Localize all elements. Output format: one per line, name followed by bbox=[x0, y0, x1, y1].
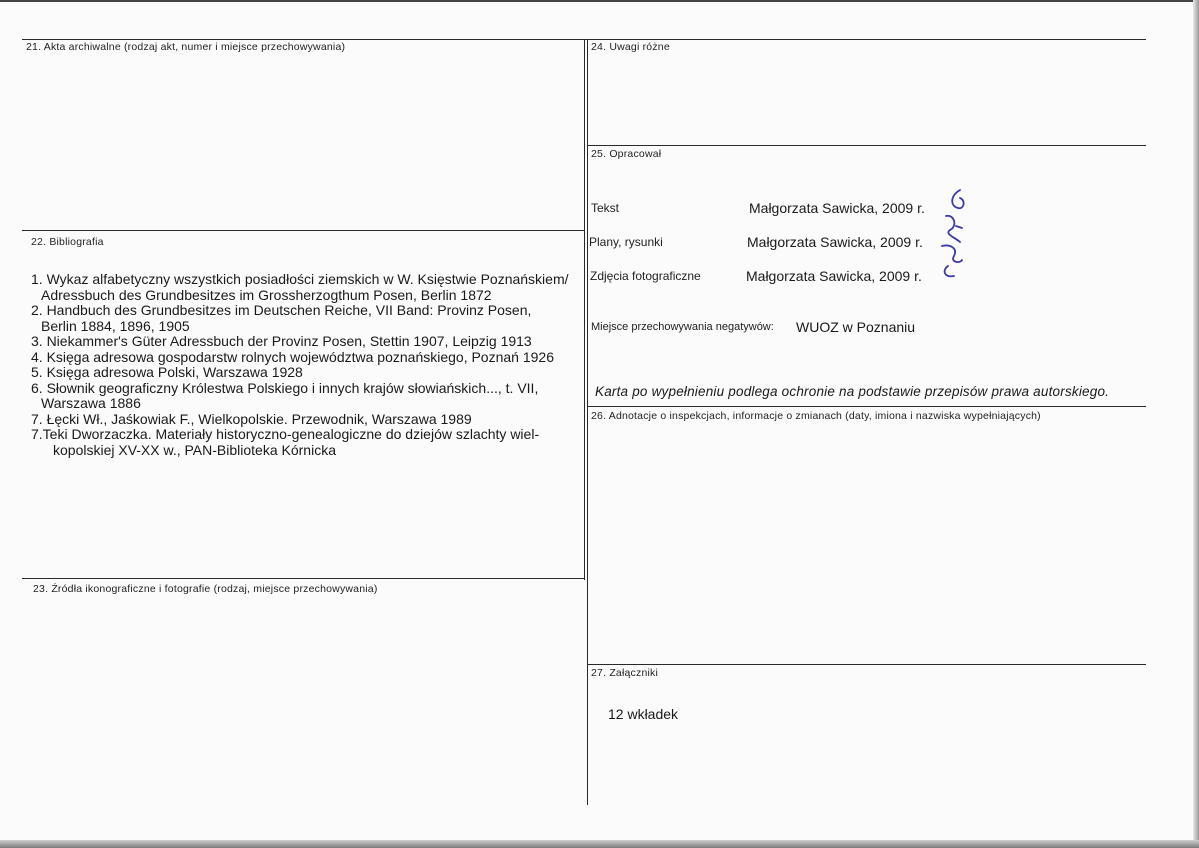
bibliography-item bbox=[31, 427, 569, 458]
bibliography-item bbox=[31, 412, 569, 428]
section-24-label: 24. Uwagi różne bbox=[591, 41, 670, 53]
bibliography-item-line: 4. Księga adresowa gospodarstw rolnych województwa poznańskiego, Poznań 1926 bbox=[31, 348, 554, 365]
copyright-note: Karta po wypełnieniu podlega ochronie na podstawie przepisów prawa autorskiego. bbox=[595, 384, 1110, 399]
negatives-location-value: WUOZ w Poznaniu bbox=[796, 319, 916, 335]
scan-edge-right bbox=[1193, 0, 1199, 848]
bibliography-item-line: 6. Słownik geograficzny Królestwa Polskiego i innych krajów słowiańskich..., t. VII, bbox=[31, 379, 539, 396]
attachments-value: 12 wkładek bbox=[608, 706, 679, 722]
bibliography-item-line: 3. Niekammer's Güter Adressbuch der Provinz Posen, Stettin 1907, Leipzig 1913 bbox=[31, 333, 532, 349]
author-text-label: Tekst bbox=[591, 201, 620, 215]
negatives-location-label: Miejsce przechowywania negatywów: bbox=[591, 321, 774, 333]
section-23-label: 23. Źródła ikonograficzne i fotografie (rodzaj, miejsce przechowywania) bbox=[33, 583, 378, 595]
bibliography-item-line: 2. Handbuch des Grundbesitzes im Deutschen Reiche, VII Band: Provinz Posen, bbox=[31, 302, 532, 318]
rule-vertical-left bbox=[584, 39, 585, 580]
rule-section-26 bbox=[587, 406, 1146, 407]
author-plans-label: Plany, rysunki bbox=[589, 235, 663, 249]
bibliography-item bbox=[31, 365, 569, 381]
bibliography-item-line: Berlin 1884, 1896, 1905 bbox=[41, 317, 190, 334]
rule-section-27 bbox=[587, 664, 1146, 665]
bibliography-item-line: kopolskiej XV-XX w., PAN-Biblioteka Kórnicka bbox=[53, 441, 336, 458]
author-photos-value: Małgorzata Sawicka, 2009 r. bbox=[746, 268, 922, 284]
author-text-value: Małgorzata Sawicka, 2009 r. bbox=[749, 200, 925, 216]
rule-vertical-right bbox=[587, 39, 588, 805]
bibliography-item-line: 1. Wykaz alfabetyczny wszystkich posiadłości ziemskich w W. Księstwie Poznańskiem/ bbox=[31, 271, 569, 287]
bibliography-item-line: Adressbuch des Grundbesitzes im Grossherzogthum Posen, Berlin 1872 bbox=[41, 286, 492, 303]
section-27-label: 27. Załączniki bbox=[591, 667, 658, 679]
bibliography-item bbox=[31, 350, 569, 366]
bibliography-item bbox=[31, 303, 569, 334]
bibliography-list bbox=[31, 272, 569, 458]
scan-edge-bottom bbox=[0, 840, 1199, 848]
bibliography-item-line: 5. Księga adresowa Polski, Warszawa 1928 bbox=[31, 364, 303, 380]
rule-section-23 bbox=[22, 578, 585, 579]
bibliography-item-line: Warszawa 1886 bbox=[41, 395, 141, 411]
bibliography-item bbox=[31, 334, 569, 350]
bibliography-item-line: 7.Teki Dworzaczka. Materiały historyczno-genealogiczne do dziejów szlachty wiel- bbox=[31, 426, 540, 442]
section-22-label: 22. Bibliografia bbox=[31, 236, 104, 248]
scan-edge-top bbox=[0, 0, 1199, 2]
bibliography-item bbox=[31, 272, 569, 303]
rule-section-22 bbox=[22, 230, 585, 231]
bibliography-item bbox=[31, 381, 569, 412]
author-plans-value: Małgorzata Sawicka, 2009 r. bbox=[747, 234, 923, 250]
rule-section-25 bbox=[587, 145, 1146, 146]
bibliography-item-line: 7. Łęcki Wł., Jaśkowiak F., Wielkopolskie. Przewodnik, Warszawa 1989 bbox=[31, 410, 472, 427]
author-photos-label: Zdjęcia fotograficzne bbox=[590, 269, 701, 283]
section-25-label: 25. Opracował bbox=[591, 148, 662, 160]
section-21-label: 21. Akta archiwalne (rodzaj akt, numer i miejsce przechowywania) bbox=[26, 41, 346, 53]
section-26-label: 26. Adnotacje o inspekcjach, informacje o zmianach (daty, imiona i nazwiska wypełniających) bbox=[591, 410, 1041, 422]
handwritten-signature bbox=[936, 186, 970, 282]
